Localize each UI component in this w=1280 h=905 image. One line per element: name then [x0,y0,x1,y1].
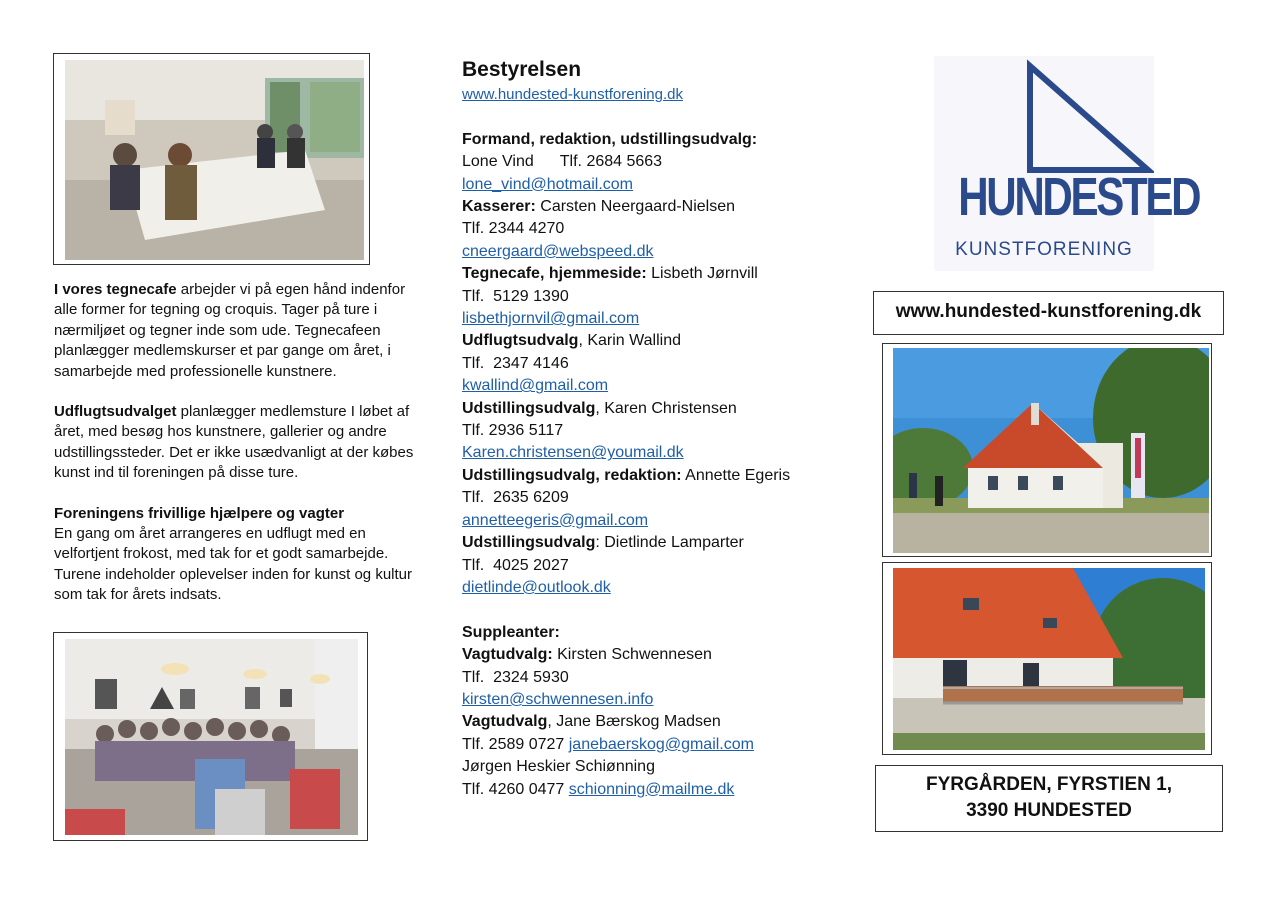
address-box [875,765,1223,832]
member3-name: Jørgen Heskier Schiønning [462,758,655,776]
suppleanter-title: Suppleanter: [462,623,560,641]
kasserer-phone: Tlf. 2344 4270 [462,220,565,238]
photo-house-front [893,348,1209,553]
udstilling3-name: : Dietlinde Lamparter [595,534,744,552]
udstilling2-phone: Tlf. 2635 6209 [462,489,569,507]
udstilling1-role: Udstillingsudvalg [462,399,596,417]
paragraph-excursions-lead: Udflugtsudvalget [54,403,177,421]
board-section [462,56,852,801]
paragraph-excursions [54,402,414,484]
photo-frame-house-terrace [882,562,1212,755]
formand-name: Lone Vind [462,153,534,171]
formand-email-link[interactable]: lone_vind@hotmail.com [462,175,633,193]
paragraph-drawing-cafe-lead: I vores tegnecafe [54,281,177,298]
vagt2-email-link[interactable]: janebaerskog@gmail.com [568,735,754,753]
udstilling3-email-link[interactable]: dietlinde@outlook.dk [462,578,611,596]
udstilling2-role: Udstillingsudvalg, redaktion: [462,466,682,484]
tegnecafe-role: Tegnecafe, hjemmeside: [462,265,647,283]
paragraph-excursions-text: planlægger medlemsture I løbet af året, med besøg hos kunstnere, gallerier og andre udstillingssteder. Det er ikke usædvanligt at der købes kunst ind til foreningen på disse ture. [54,403,414,482]
photo-frame-group-lunch [53,632,368,841]
left-text-block [54,280,414,606]
paragraph-volunteers-text: En gang om året arrangeres en udflugt med en velfortjent frokost, med tak for et godt samarbejde. Turene indeholder oplevelser inden for kunst og kultur som tak for årets indsats. [54,525,412,604]
photo-house-terrace [893,568,1205,750]
photo-group-lunch [65,639,358,835]
udstilling1-name: , Karen Christensen [595,399,737,417]
paragraph-drawing-cafe [54,280,414,382]
photo-drawing-cafe [65,60,364,260]
udstilling2-email-link[interactable]: annetteegeris@gmail.com [462,511,649,529]
photo-frame-house-front [882,343,1212,557]
udstilling2-name: Annette Egeris [681,466,791,484]
member3-email-link[interactable]: schionning@mailme.dk [568,780,735,798]
paragraph-volunteers-heading: Foreningens frivillige hjælpere og vagter [54,504,345,522]
kasserer-email-link[interactable]: cneergaard@webspeed.dk [462,242,654,260]
board-title: Bestyrelsen [462,58,582,81]
vagt2-name: , Jane Bærskog Madsen [547,713,721,731]
address-line-1: FYRGÅRDEN, FYRSTIEN 1, [926,774,1172,795]
udflugt-name: , Karin Wallind [578,332,681,350]
tegnecafe-name: Lisbeth Jørnvill [646,265,758,283]
tegnecafe-email-link[interactable]: lisbethjornvil@gmail.com [462,310,640,328]
kasserer-role: Kasserer: [462,198,536,216]
udflugt-role: Udflugtsudvalg [462,332,579,350]
logo-subtitle: KUNSTFORENING [955,239,1133,260]
tegnecafe-phone: Tlf. 5129 1390 [462,287,569,305]
vagt1-email-link[interactable]: kirsten@schwennesen.info [462,690,654,708]
logo-wordmark: HUNDESTED [958,167,1200,227]
vagt2-phone: Tlf. 2589 0727 [462,735,569,753]
member3-phone: Tlf. 4260 0477 [462,780,569,798]
udstilling3-role: Udstillingsudvalg [462,534,596,552]
photo-frame-drawing-cafe [53,53,370,265]
vagt1-name: Kirsten Schwennesen [552,646,712,664]
vagt2-role: Vagtudvalg [462,713,548,731]
udstilling3-phone: Tlf. 4025 2027 [462,556,569,574]
paragraph-drawing-cafe-text: arbejder vi på egen hånd indenfor alle former for tegning og croquis. Tager på ture i nærmiljøet og tegner inde som ude. Tegnecafeen planlægger medlemskurser et par gange om året, i samarbejde med professionelle kunstnere. [54,281,406,380]
hundested-logo [934,56,1200,271]
vagt1-phone: Tlf. 2324 5930 [462,668,569,686]
paragraph-volunteers [54,504,414,606]
udstilling1-email-link[interactable]: Karen.christensen@youmail.dk [462,444,684,462]
address-line-2: 3390 HUNDESTED [966,800,1132,821]
website-url[interactable]: www.hundested-kunstforening.dk [895,301,1202,322]
kasserer-name: Carsten Neergaard-Nielsen [535,198,736,216]
website-box[interactable] [873,291,1224,335]
vagt1-role: Vagtudvalg: [462,646,553,664]
udflugt-email-link[interactable]: kwallind@gmail.com [462,377,609,395]
board-website-link[interactable]: www.hundested-kunstforening.dk [462,86,683,103]
udstilling1-phone: Tlf. 2936 5117 [462,422,564,440]
formand-role: Formand, redaktion, udstillingsudvalg: [462,130,758,148]
formand-phone: Tlf. 2684 5663 [559,153,663,171]
udflugt-phone: Tlf. 2347 4146 [462,354,569,372]
